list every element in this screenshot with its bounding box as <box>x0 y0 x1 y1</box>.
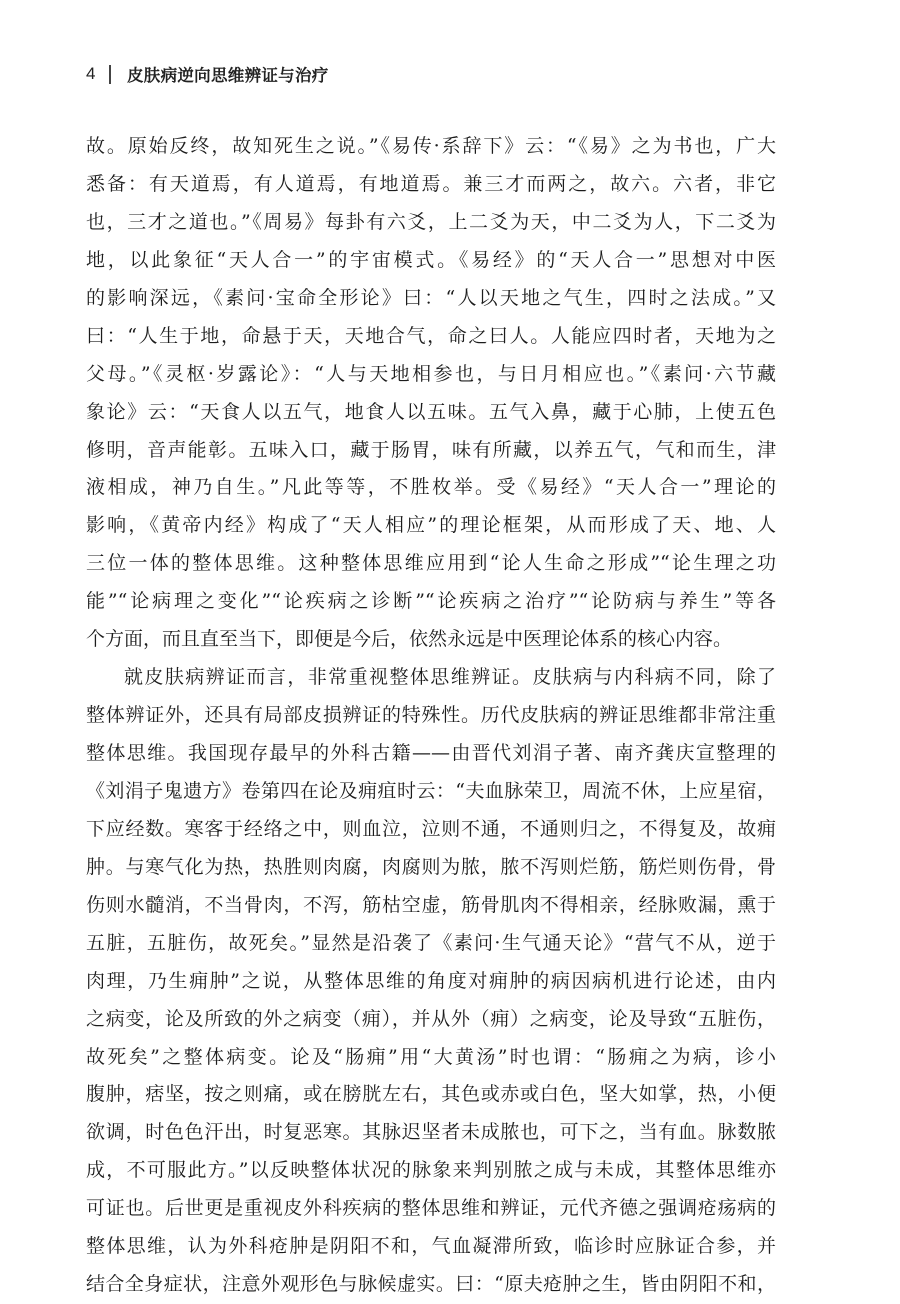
text-line: 的影响深远，《素问·宝命全形论》曰：“人以天地之气生，四时之法成。”又 <box>86 286 776 309</box>
text-line: 伤则水髓消，不当骨肉，不泻，筋枯空虚，筋骨肌肉不得相亲，经脉败漏，熏于 <box>86 893 776 916</box>
book-title: 皮肤病逆向思维辨证与治疗 <box>126 66 329 85</box>
text-line: 整体思维，认为外科疮肿是阴阳不和，气血凝滞所致，临诊时应脉证合参，并 <box>86 1235 776 1258</box>
text-line: 可证也。后世更是重视皮外科疾病的整体思维和辨证，元代齐德之强调疮疡病的 <box>86 1197 776 1220</box>
paragraph <box>86 128 776 659</box>
text-line: 就皮肤病辨证而言，非常重视整体思维辨证。皮肤病与内科病不同，除了 <box>124 666 776 689</box>
text-line: 《刘涓子鬼遗方》卷第四在论及痈疽时云：“夫血脉荣卫，周流不休，上应星宿， <box>86 779 776 802</box>
text-line: 父母。”《灵枢·岁露论》：“人与天地相参也，与日月相应也。”《素问·六节藏 <box>86 362 776 385</box>
text-line: 修明，音声能彰。五味入口，藏于肠胃，味有所藏，以养五气，气和而生，津 <box>86 438 776 461</box>
text-line: 腹肿，痞坚，按之则痛，或在膀胱左右，其色或赤或白色，坚大如掌，热，小便 <box>86 1083 776 1106</box>
text-line: 故死矣”之整体病变。论及“肠痈”用“大黄汤”时也谓：“肠痈之为病，诊小 <box>86 1045 776 1068</box>
text-line: 肉理，乃生痈肿”之说，从整体思维的角度对痈肿的病因病机进行论述，由内 <box>86 969 776 992</box>
text-line: 也，三才之道也。”《周易》每卦有六爻，上二爻为天，中二爻为人，下二爻为 <box>86 210 776 233</box>
text-line: 象论》云：“天食人以五气，地食人以五味。五气入鼻，藏于心肺，上使五色 <box>86 400 776 423</box>
text-line: 曰：“人生于地，命悬于天，天地合气，命之曰人。人能应四时者，天地为之 <box>86 324 776 347</box>
paragraph <box>86 659 776 1304</box>
running-header <box>86 60 329 88</box>
text-line: 成，不可服此方。”以反映整体状况的脉象来判别脓之成与未成，其整体思维亦 <box>86 1159 776 1182</box>
text-line: 悉备：有天道焉，有人道焉，有地道焉。兼三才而两之，故六。六者，非它 <box>86 172 776 195</box>
text-line: 液相成，神乃自生。”凡此等等，不胜枚举。受《易经》“天人合一”理论的 <box>86 476 776 499</box>
page-number: 4 <box>86 64 96 83</box>
text-line: 五脏，五脏伤，故死矣。”显然是沿袭了《素问·生气通天论》“营气不从，逆于 <box>86 931 776 954</box>
body-text <box>86 128 776 1304</box>
text-line: 地，以此象征“天人合一”的宇宙模式。《易经》的“天人合一”思想对中医 <box>86 248 776 271</box>
text-line: 结合全身症状，注意外观形色与脉候虚实。曰：“原夫疮肿之生，皆由阴阳不和， <box>86 1273 776 1296</box>
text-line: 个方面，而且直至当下，即便是今后，依然永远是中医理论体系的核心内容。 <box>86 628 733 651</box>
text-line: 欲调，时色色汗出，时复恶寒。其脉迟坚者未成脓也，可下之，当有血。脉数脓 <box>86 1121 776 1144</box>
text-line: 肿。与寒气化为热，热胜则肉腐，肉腐则为脓，脓不泻则烂筋，筋烂则伤骨，骨 <box>86 855 776 878</box>
text-line: 三位一体的整体思维。这种整体思维应用到“论人生命之形成”“论生理之功 <box>86 552 776 575</box>
text-line: 整体辨证外，还具有局部皮损辨证的特殊性。历代皮肤病的辨证思维都非常注重 <box>86 704 776 727</box>
header-divider <box>109 65 111 84</box>
text-line: 整体思维。我国现存最早的外科古籍——由晋代刘涓子著、南齐龚庆宣整理的 <box>86 742 776 764</box>
text-line: 之病变，论及所致的外之病变（痈），并从外（痈）之病变，论及导致“五脏伤， <box>86 1007 776 1030</box>
text-line: 能”“论病理之变化”“论疾病之诊断”“论疾病之治疗”“论防病与养生”等各 <box>86 590 776 613</box>
text-line: 下应经数。寒客于经络之中，则血泣，泣则不通，不通则归之，不得复及，故痈 <box>86 817 776 840</box>
text-line: 影响，《黄帝内经》构成了“天人相应”的理论框架，从而形成了天、地、人 <box>86 514 776 537</box>
text-line: 故。原始反终，故知死生之说。”《易传·系辞下》云：“《易》之为书也，广大 <box>86 135 776 157</box>
